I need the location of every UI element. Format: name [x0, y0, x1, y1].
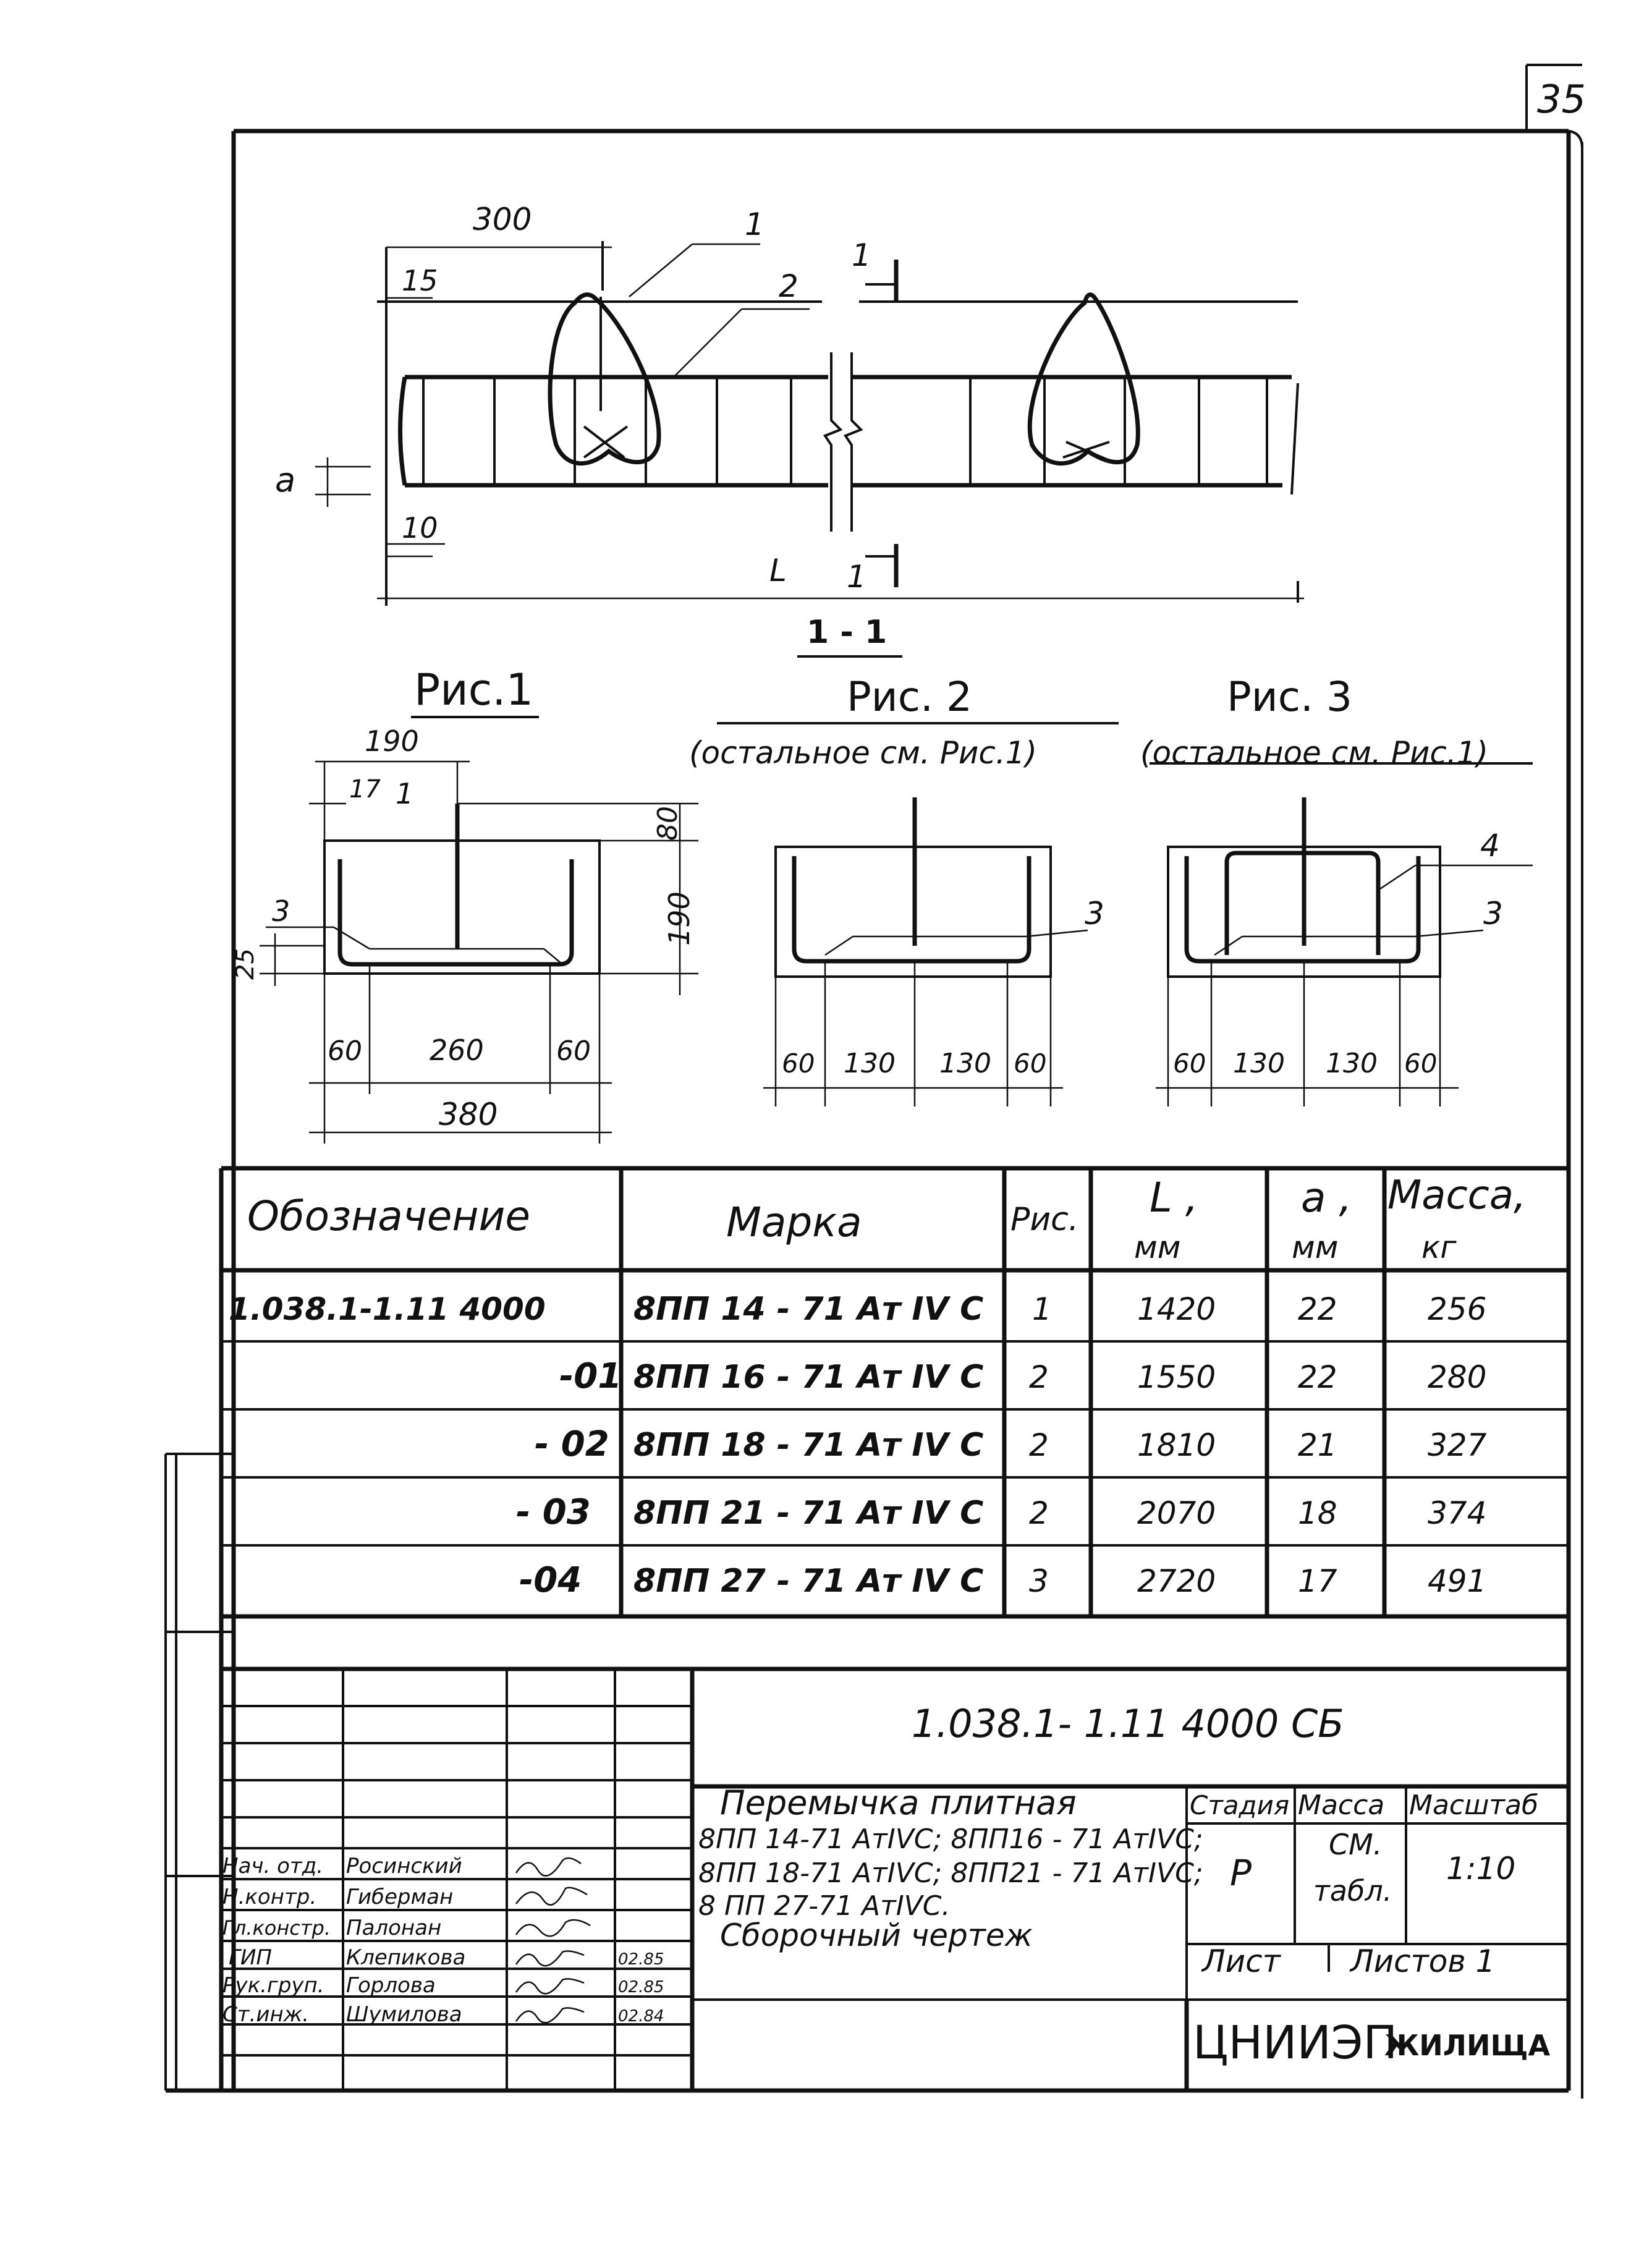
section-mark-top: 1: [852, 237, 871, 273]
signature-mark: [516, 1951, 584, 1966]
figure-3-dim-130-b: 130: [1326, 1048, 1378, 1079]
figure-1-dim-25: 25: [231, 948, 260, 980]
dim-10: 10: [402, 511, 438, 545]
figure-1-dim-80: 80: [652, 806, 684, 841]
figure-3-leader-4: 4: [1480, 828, 1500, 864]
signature-date: 02.85: [618, 1950, 664, 1969]
doc-code: 1.038.1- 1.11 4000 СБ: [912, 1701, 1344, 1746]
signature-name: Палонан: [346, 1916, 442, 1940]
mass-value-1: СМ.: [1329, 1828, 1383, 1861]
row-designation: 1.038.1-1.11 4000: [229, 1291, 546, 1327]
figure-3-dim-130-a: 130: [1233, 1048, 1285, 1079]
row-mark: 8ПП 21 - 71 Ат IV С: [633, 1495, 984, 1532]
section-mark-bottom: 1: [847, 559, 866, 595]
row-L: 1810: [1137, 1427, 1216, 1463]
mass-header: Масса: [1298, 1789, 1385, 1821]
leader-1-label: 1: [745, 206, 765, 242]
row-fig: 3: [1029, 1563, 1049, 1599]
signature-role: Нач. отд.: [222, 1854, 324, 1879]
figure-2-subtitle: (остальное см. Рис.1): [689, 735, 1038, 771]
row-designation: -04: [519, 1560, 582, 1600]
figure-1-leader-3: 3: [272, 894, 290, 928]
figure-1-dim-60-left: 60: [328, 1035, 362, 1067]
row-L: 2070: [1137, 1495, 1216, 1531]
section-title: 1 - 1: [807, 614, 887, 651]
header-a-unit: мм: [1292, 1229, 1339, 1265]
org-name-big: ЦНИИЭП: [1193, 2016, 1398, 2070]
signature-mark: [516, 2008, 584, 2023]
figure-1-dim-60-right: 60: [556, 1035, 591, 1067]
mass-value-2: табл.: [1313, 1874, 1392, 1908]
figure-3-subtitle: (остальное см. Рис.1): [1140, 735, 1489, 771]
table-row: [535, 1424, 1487, 1464]
title-line-3: 8ПП 18-71 АтIVС; 8ПП21 - 71 АтIVС;: [698, 1857, 1203, 1889]
signature-name: Горлова: [346, 1973, 436, 1998]
stage-value: Р: [1230, 1852, 1252, 1894]
figure-3-dim-60-right: 60: [1404, 1048, 1438, 1079]
row-fig: 2: [1029, 1427, 1049, 1463]
row-mass: 280: [1428, 1359, 1487, 1395]
row-L: 1550: [1137, 1359, 1216, 1395]
signature-role: Рук.груп.: [222, 1973, 324, 1998]
dim-15: 15: [402, 264, 438, 297]
header-designation: Обозначение: [247, 1192, 530, 1240]
signature-name: Шумилова: [346, 2002, 462, 2027]
figure-2-leader-3: 3: [1085, 896, 1104, 932]
signature-row: [229, 1945, 664, 1970]
header-L: L ,: [1150, 1174, 1198, 1221]
row-a: 18: [1298, 1495, 1337, 1531]
figure-1-dim-190-vertical: 190: [663, 891, 696, 946]
figure-3-leader-3: 3: [1483, 896, 1503, 932]
row-a: 17: [1298, 1563, 1337, 1599]
stage-header: Стадия: [1190, 1790, 1290, 1820]
figure-2-title: Рис. 2: [847, 673, 972, 721]
dim-300: 300: [473, 202, 532, 237]
row-a: 21: [1298, 1427, 1337, 1463]
header-mark: Марка: [726, 1199, 862, 1246]
table-row: [229, 1291, 1486, 1328]
row-mark: 8ПП 18 - 71 Ат IV С: [633, 1427, 984, 1464]
dim-L: L: [769, 553, 787, 588]
header-mass-unit: кг: [1421, 1229, 1457, 1265]
signature-mark: [516, 1979, 584, 1993]
signature-row: [222, 1916, 590, 1940]
header-mass: Масса,: [1387, 1173, 1527, 1218]
figure-1-dim-190: 190: [365, 724, 419, 758]
figure-1-leader-1: 1: [396, 777, 414, 810]
header-fig: Рис.: [1010, 1201, 1079, 1238]
figure-2-dim-60-left: 60: [782, 1048, 815, 1079]
signature-mark: [516, 1920, 590, 1936]
sheets-label: Листов 1: [1350, 1943, 1496, 1979]
signature-row: [222, 1973, 664, 1998]
signature-name: Гиберман: [346, 1885, 454, 1909]
signature-row: [222, 1885, 587, 1909]
row-designation: -01: [559, 1356, 622, 1396]
title-line-2: 8ПП 14-71 АтIVС; 8ПП16 - 71 АтIVС;: [698, 1823, 1203, 1855]
dim-a: a: [275, 461, 296, 499]
signature-name: Клепикова: [346, 1945, 466, 1970]
signature-mark: [516, 1858, 581, 1876]
signature-role: ГИП: [229, 1945, 272, 1970]
row-mark: 8ПП 16 - 71 Ат IV С: [633, 1359, 984, 1396]
row-mass: 491: [1428, 1563, 1487, 1599]
header-L-unit: мм: [1134, 1229, 1181, 1265]
row-mark: 8ПП 27 - 71 Ат IV С: [633, 1563, 984, 1600]
figure-2-dim-130-b: 130: [939, 1048, 991, 1079]
signature-name: Росинский: [346, 1854, 462, 1879]
row-mark: 8ПП 14 - 71 Ат IV С: [633, 1291, 984, 1328]
title-line-1: Перемычка плитная: [720, 1783, 1077, 1822]
figure-3-title: Рис. 3: [1227, 673, 1352, 721]
row-a: 22: [1298, 1359, 1337, 1395]
signature-date: 02.84: [618, 2007, 664, 2026]
signature-role: Гл.констр.: [222, 1916, 331, 1940]
figure-1: [260, 717, 698, 1144]
figure-1-dim-380: 380: [439, 1097, 498, 1132]
figure-2-dim-60-right: 60: [1014, 1048, 1047, 1079]
leader-2-label: 2: [779, 268, 798, 304]
row-designation: - 02: [535, 1424, 609, 1464]
figure-1-title: Рис.1: [414, 664, 533, 715]
title-line-4: 8 ПП 27-71 АтIVС.: [698, 1890, 951, 1922]
scale-value: 1:10: [1446, 1851, 1516, 1887]
header-a: a ,: [1301, 1174, 1352, 1221]
title-line-5: Сборочный чертеж: [720, 1917, 1033, 1953]
row-fig: 2: [1029, 1495, 1049, 1531]
sheet-number: 35: [1537, 77, 1586, 122]
org-name-small: ЖИЛИЩА: [1384, 2029, 1551, 2062]
table-row: [516, 1492, 1486, 1532]
row-mass: 256: [1428, 1291, 1487, 1327]
row-mass: 374: [1428, 1495, 1487, 1531]
figure-1-dim-17: 17: [349, 775, 381, 804]
beam-elevation: [315, 241, 1304, 656]
signature-role: Н.контр.: [222, 1885, 317, 1909]
row-fig: 1: [1032, 1291, 1052, 1327]
table-row: [559, 1356, 1486, 1396]
signature-role: Ст.инж.: [222, 2002, 310, 2027]
scale-header: Масштаб: [1409, 1789, 1539, 1821]
figure-2: [717, 723, 1119, 1106]
row-mass: 327: [1428, 1427, 1487, 1463]
sheet-label: Лист: [1202, 1943, 1281, 1979]
row-designation: - 03: [516, 1492, 591, 1532]
figure-1-dim-260: 260: [430, 1034, 484, 1067]
signature-mark: [516, 1888, 587, 1905]
figure-3-dim-60-left: 60: [1173, 1048, 1206, 1079]
figure-2-dim-130-a: 130: [844, 1048, 896, 1079]
signature-row: [222, 1854, 581, 1879]
signature-date: 02.85: [618, 1978, 664, 1997]
row-fig: 2: [1029, 1359, 1049, 1395]
row-L: 1420: [1137, 1291, 1216, 1327]
row-L: 2720: [1137, 1563, 1216, 1599]
row-a: 22: [1298, 1291, 1337, 1327]
